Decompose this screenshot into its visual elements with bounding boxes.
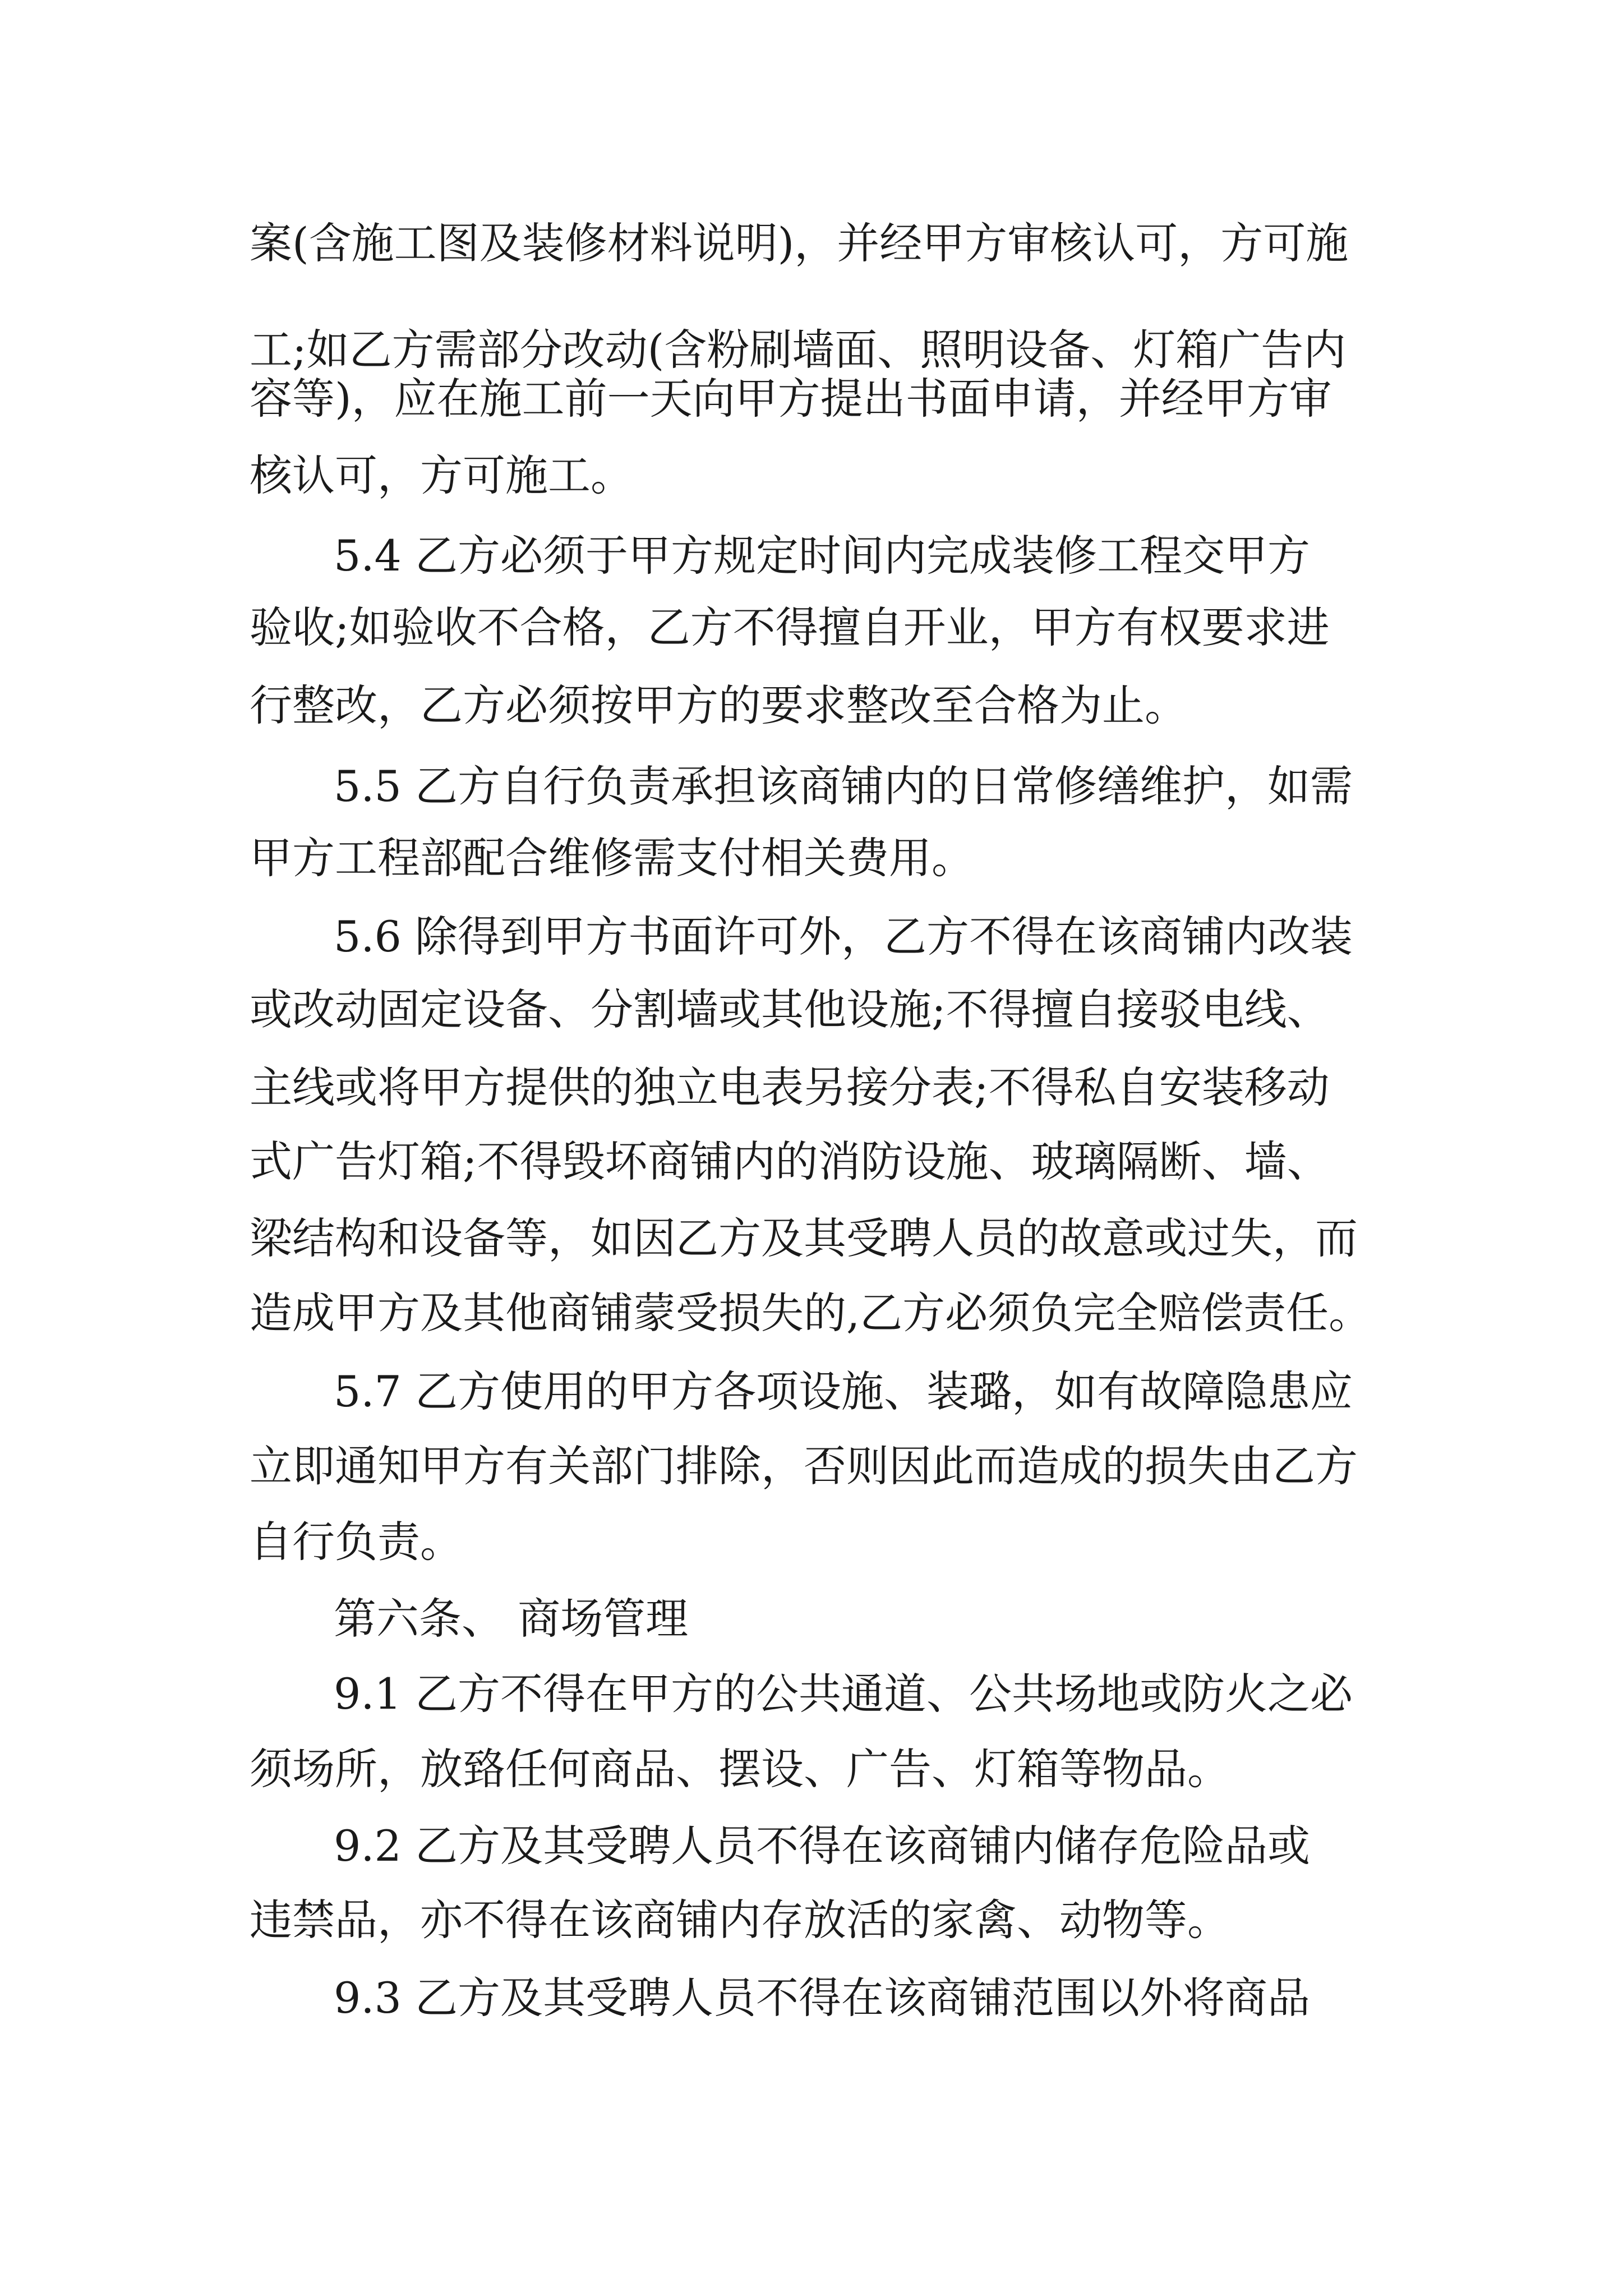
text-line: 式广告灯箱;不得毁坏商铺内的消防设施、玻璃隔断、墙、 — [250, 1137, 1330, 1186]
text-line: 工;如乙方需部分改动(含粉刷墙面、照明设备、灯箱广告内 — [250, 325, 1347, 375]
text-line: 5.6 除得到甲方书面许可外，乙方不得在该商铺内改装 — [334, 912, 1353, 961]
text-line: 9.1 乙方不得在甲方的公共通道、公共场地或防火之必 — [334, 1669, 1353, 1719]
section-heading: 第六条、 商场管理 — [334, 1594, 689, 1644]
text-line: 立即通知甲方有关部门排除，否则因此而造成的损失由乙方 — [250, 1441, 1358, 1491]
text-line: 核认可，方可施工。 — [250, 450, 633, 500]
text-line: 主线或将甲方提供的独立电表另接分表;不得私自安装移动 — [250, 1062, 1330, 1112]
text-line: 容等)，应在施工前一天向甲方提出书面申请，并经甲方审 — [250, 374, 1332, 424]
text-line: 5.7 乙方使用的甲方各项设施、装璐，如有故障隐患应 — [334, 1366, 1353, 1416]
text-line: 9.2 乙方及其受聘人员不得在该商铺内储存危险品或 — [334, 1821, 1311, 1871]
text-line: 验收;如验收不合格，乙方不得擅自开业，甲方有权要求进 — [250, 602, 1330, 652]
text-line: 梁结构和设备等，如因乙方及其受聘人员的故意或过失，而 — [250, 1213, 1358, 1263]
text-line: 违禁品，亦不得在该商铺内存放活的家禽、动物等。 — [250, 1895, 1230, 1945]
text-line: 5.4 乙方必须于甲方规定时间内完成装修工程交甲方 — [334, 531, 1311, 581]
text-line: 5.5 乙方自行负责承担该商铺内的日常修缮维护，如需 — [334, 761, 1353, 811]
text-line: 自行负责。 — [250, 1517, 463, 1567]
text-line: 9.3 乙方及其受聘人员不得在该商铺范围以外将商品 — [334, 1973, 1311, 2023]
text-line: 或改动固定设备、分割墙或其他设施;不得擅自接驳电线、 — [250, 984, 1330, 1034]
text-line: 须场所，放臵任何商品、摆设、广告、灯箱等物品。 — [250, 1744, 1230, 1794]
text-line: 行整改，乙方必须按甲方的要求整改至合格为止。 — [250, 680, 1187, 730]
text-line: 案(含施工图及装修材料说明)，并经甲方审核认可，方可施 — [250, 218, 1349, 268]
text-line: 造成甲方及其他商铺蒙受损失的,乙方必须负完全赔偿责任。 — [250, 1288, 1372, 1338]
text-line: 甲方工程部配合维修需支付相关费用。 — [250, 833, 974, 883]
